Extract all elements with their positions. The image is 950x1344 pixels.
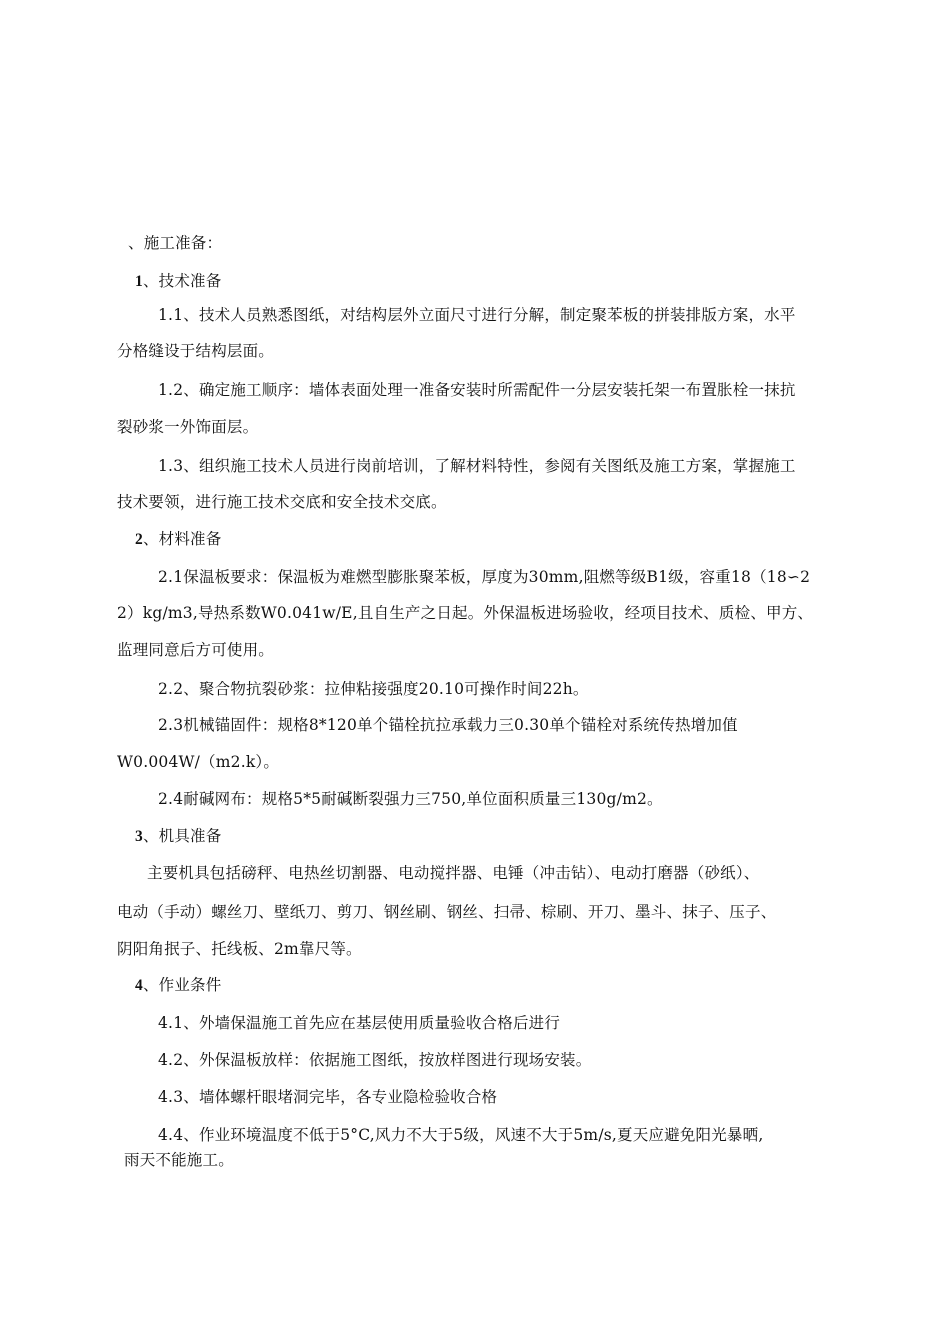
paragraph-line: 技术要领，进行施工技术交底和安全技术交底。 xyxy=(117,493,447,511)
paragraph-line: 2）kg/m3,导热系数W0.041w/E,且自生产之日起。外保温板进场验收，经项目技术、质检、甲方、 xyxy=(117,604,814,622)
paragraph-line: 阴阳角抿子、托线板、2m靠尺等。 xyxy=(117,940,362,958)
heading-text: 、材料准备 xyxy=(142,530,222,548)
paragraph-line: 2.3机械锚固件：规格8*120单个锚栓抗拉承载力三0.30单个锚栓对系统传热增加值 xyxy=(158,716,738,734)
paragraph-line: 2.1保温板要求：保温板为难燃型膨胀聚苯板，厚度为30mm,阻燃等级B1级，容重18（18∽2 xyxy=(158,568,811,586)
paragraph-line: 裂砂浆一外饰面层。 xyxy=(117,418,259,436)
paragraph-line: 4.2、外保温板放样：依据施工图纸，按放样图进行现场安装。 xyxy=(158,1051,592,1069)
paragraph-line: 分格缝设于结构层面。 xyxy=(117,342,275,360)
paragraph-line: 2.2、聚合物抗裂砂浆：拉伸粘接强度20.10可操作时间22h。 xyxy=(158,680,589,698)
heading-text: 、机具准备 xyxy=(142,827,222,845)
paragraph-line: 1.3、组织施工技术人员进行岗前培训，了解材料特性，参阅有关图纸及施工方案，掌握施工 xyxy=(158,457,796,475)
paragraph-line: 电动（手动）螺丝刀、壁纸刀、剪刀、钢丝刷、钢丝、扫帚、棕刷、开刀、墨斗、抹子、压子、 xyxy=(117,903,777,921)
heading-text: 、技术准备 xyxy=(142,272,222,290)
paragraph-line: 雨天不能施工。 xyxy=(124,1151,234,1169)
heading-technical-prep xyxy=(135,270,221,293)
heading-number: 3 xyxy=(135,828,143,845)
paragraph-line: 1.2、确定施工顺序：墙体表面处理一准备安装时所需配件一分层安装托架一布置胀栓一抹抗 xyxy=(158,381,796,399)
paragraph-line: W0.004W/（m2.k）。 xyxy=(117,753,280,771)
heading-equipment-prep xyxy=(135,825,221,848)
heading-text: 、作业条件 xyxy=(142,976,222,994)
paragraph-line: 4.3、墙体螺杆眼堵洞完毕，各专业隐检验收合格 xyxy=(158,1088,498,1106)
heading-number: 1 xyxy=(135,273,143,290)
section-title: 、施工准备： xyxy=(128,234,223,252)
paragraph-line: 4.4、作业环境温度不低于5°C,风力不大于5级，风速不大于5m/s,夏天应避免阳光暴晒, xyxy=(158,1126,764,1144)
heading-work-conditions xyxy=(135,974,221,997)
paragraph-line: 2.4耐碱网布：规格5*5耐碱断裂强力三750,单位面积质量三130g/m2。 xyxy=(158,790,663,808)
heading-number: 2 xyxy=(135,531,143,548)
paragraph-line: 主要机具包括磅秤、电热丝切割器、电动搅拌器、电锤（冲击钻）、电动打磨器（砂纸）、 xyxy=(147,864,760,882)
heading-material-prep xyxy=(135,528,221,551)
heading-number: 4 xyxy=(135,977,143,994)
paragraph-line: 监理同意后方可使用。 xyxy=(117,641,275,659)
paragraph-line: 4.1、外墙保温施工首先应在基层使用质量验收合格后进行 xyxy=(158,1014,561,1032)
paragraph-line: 1.1、技术人员熟悉图纸，对结构层外立面尺寸进行分解，制定聚苯板的拼装排版方案，水平 xyxy=(158,306,796,324)
